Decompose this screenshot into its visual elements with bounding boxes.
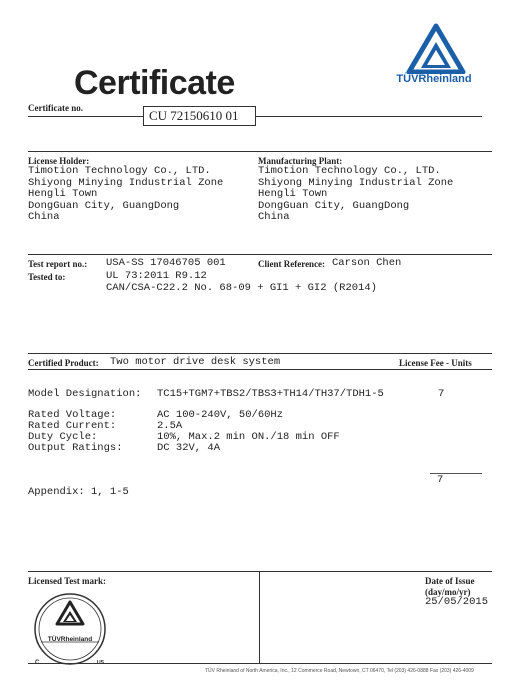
model-designation-value: TC15+TGM7+TBS2/TBS3+TH14/TH37/TDH1-5 xyxy=(157,388,384,400)
address-line: DongGuan City, GuangDong xyxy=(258,199,410,212)
divider-vertical xyxy=(259,571,260,663)
divider xyxy=(28,663,492,664)
tuv-test-mark-icon xyxy=(31,590,109,668)
model-designation-label: Model Designation: xyxy=(28,388,142,400)
divider xyxy=(28,254,492,255)
address-line: Shiyong Minying Industrial Zone xyxy=(28,176,224,189)
address-line: Timotion Technology Co., LTD. xyxy=(28,165,211,177)
date-of-issue-label: Date of Issue xyxy=(425,576,475,586)
spec-label: Rated Voltage: xyxy=(28,409,117,421)
certified-product-value: Two motor drive desk system xyxy=(110,356,281,368)
manufacturing-plant-address xyxy=(258,166,453,224)
address-line: Shiyong Minying Industrial Zone xyxy=(258,176,454,189)
spec-value: AC 100-240V, 50/60Hz xyxy=(157,409,284,421)
tested-to-standards xyxy=(106,271,377,294)
spec-label: Duty Cycle: xyxy=(28,431,98,443)
address-line: DongGuan City, GuangDong xyxy=(28,199,180,212)
test-report-label: Test report no.: xyxy=(28,259,88,269)
client-reference-value: Carson Chen xyxy=(332,257,402,269)
brand-name: TÜVRheinland xyxy=(396,73,472,85)
spec-value: 10%, Max.2 min ON./18 min OFF xyxy=(157,431,340,443)
certificate-title: Certificate xyxy=(74,64,235,102)
mark-brand: TÜVRheinland xyxy=(47,636,93,643)
spec-label: Output Ratings: xyxy=(28,442,123,454)
certified-product-label: Certified Product: xyxy=(28,358,99,368)
divider xyxy=(28,353,492,354)
license-holder-label: License Holder: xyxy=(28,156,90,166)
footer-address: TÜV Rheinland of North America, Inc., 12 Commerce Road, Newtown, CT 06470, Tel (203) 426-0888 Fax (203) 426-4009 xyxy=(205,668,474,674)
address-line: Hengli Town xyxy=(28,188,98,200)
model-units: 7 xyxy=(438,388,445,400)
address-line: China xyxy=(28,211,60,223)
tested-to-label: Tested to: xyxy=(28,272,66,282)
client-reference-label: Client Reference: xyxy=(258,259,326,269)
spec-value: 2.5A xyxy=(157,420,183,432)
appendix: Appendix: 1, 1-5 xyxy=(28,486,129,498)
divider xyxy=(255,116,482,117)
spec-label: Rated Current: xyxy=(28,420,117,432)
divider xyxy=(28,151,492,152)
address-line: Timotion Technology Co., LTD. xyxy=(258,165,441,177)
mark-c: C xyxy=(35,660,40,666)
test-report-number: USA-SS 17046705 001 xyxy=(106,257,226,269)
standard-line: UL 73:2011 R9.12 xyxy=(106,270,207,282)
address-line: Hengli Town xyxy=(258,188,328,200)
divider xyxy=(28,116,143,117)
manufacturing-plant-label: Manufacturing Plant: xyxy=(258,156,343,166)
date-of-issue-value: 25/05/2015 xyxy=(425,596,489,608)
address-line: China xyxy=(258,211,290,223)
standard-line: CAN/CSA-C22.2 No. 68-09 + GI1 + GI2 (R2014) xyxy=(106,281,377,294)
certificate-number: CU 72150610 01 xyxy=(143,106,256,126)
licensed-test-mark-label: Licensed Test mark: xyxy=(28,576,107,586)
license-holder-address xyxy=(28,166,223,224)
units-total: 7 xyxy=(437,474,444,486)
divider xyxy=(28,369,492,370)
date-format-label: (day/mo/yr) xyxy=(425,587,471,597)
spec-value: DC 32V, 4A xyxy=(157,442,221,454)
certificate-no-label: Certificate no. xyxy=(28,103,83,113)
tuv-triangle-logo-icon xyxy=(391,22,481,74)
divider xyxy=(28,571,492,572)
license-fee-label: License Fee - Units xyxy=(399,358,472,368)
mark-us: US xyxy=(97,660,104,666)
